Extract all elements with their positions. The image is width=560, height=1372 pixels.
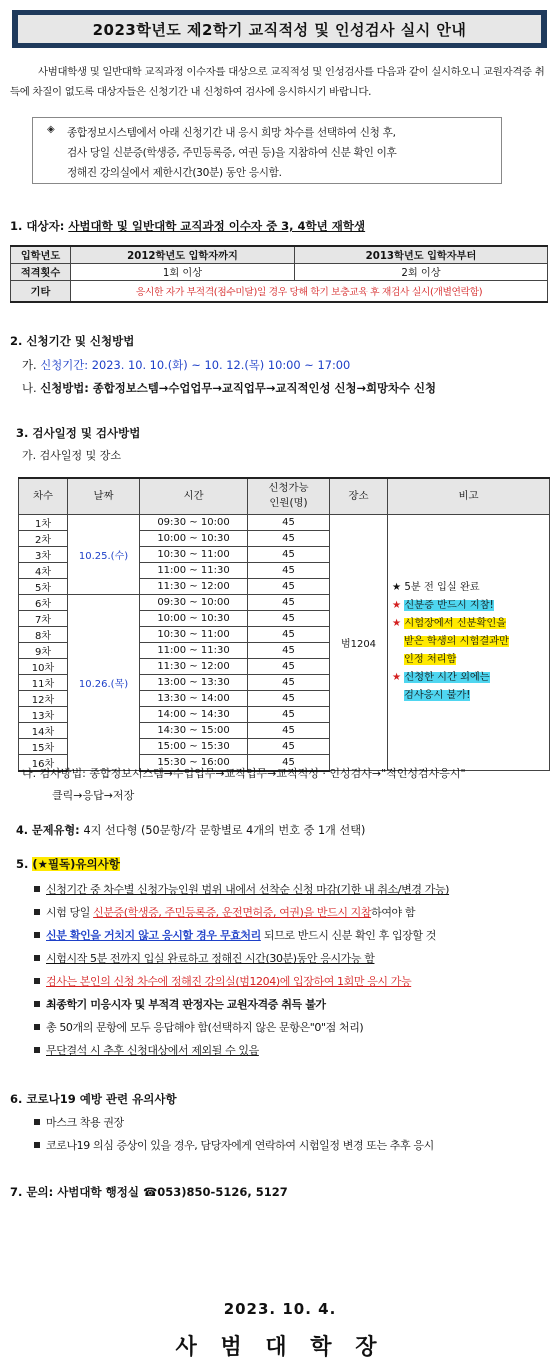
round-cell: 12차 [19, 690, 68, 706]
section-6-heading: 6. 코로나19 예방 관련 유의사항 [10, 1092, 177, 1106]
square-bullet-icon [34, 1119, 40, 1125]
remark-line [392, 651, 549, 669]
square-bullet-icon [34, 909, 40, 915]
notice-line-3: 정해진 강의실에서 제한시간(30분) 동안 응시함. [67, 167, 282, 179]
time-cell: 10:00 ~ 10:30 [140, 610, 248, 626]
round-cell: 14차 [19, 722, 68, 738]
time-cell: 13:30 ~ 14:00 [140, 690, 248, 706]
title-box [18, 15, 541, 43]
apply-method-label: 나. [22, 381, 41, 395]
table-row [11, 246, 548, 263]
capacity-cell: 45 [248, 658, 330, 674]
header-cell: 비고 [388, 478, 550, 514]
time-cell: 11:30 ~ 12:00 [140, 578, 248, 594]
test-method-line-2: 클릭→응답→저장 [52, 789, 135, 802]
remark-line [392, 669, 549, 687]
apply-period-text: 신청기간: 2023. 10. 10.(화) ~ 10. 12.(목) 10:00 ~ 17:00 [40, 358, 351, 372]
list-item [34, 904, 415, 920]
list-item-text: 되므로 반드시 신분 확인 후 입장할 것 [260, 929, 436, 942]
time-cell: 10:30 ~ 11:00 [140, 546, 248, 562]
list-item-text: 시험 당일 [46, 906, 94, 919]
date-cell: 10.26.(목) [68, 594, 140, 771]
remark-line [392, 615, 549, 633]
remark-line [392, 579, 549, 597]
table-row [11, 280, 548, 302]
section-1-title: 사범대학 및 일반대학 교직과정 이수자 중 3, 4학년 재학생 [68, 219, 366, 233]
apply-period-label: 가. [22, 358, 41, 372]
star-icon: ★ [392, 582, 402, 594]
time-cell: 10:30 ~ 11:00 [140, 626, 248, 642]
section-4-text: 4지 선다형 (50문항/각 문항별로 4개의 번호 중 1개 선택) [83, 824, 366, 837]
time-cell: 11:00 ~ 11:30 [140, 642, 248, 658]
time-cell: 13:00 ~ 13:30 [140, 674, 248, 690]
page-title: 2023학년도 제2학기 교직적성 및 인성검사 실시 안내 [92, 20, 467, 39]
list-item-text: 최종학기 미응시자 및 부적격 판정자는 교원자격증 취득 불가 [46, 998, 326, 1011]
round-cell: 11차 [19, 674, 68, 690]
table-cell: 응시한 자가 부적격(점수미달)일 경우 당해 학기 보충교육 후 재검사 실시(개별연락함) [71, 280, 548, 302]
star-icon: ★ [392, 600, 402, 612]
list-item [34, 881, 449, 897]
time-cell: 15:30 ~ 16:00 [140, 754, 248, 771]
list-item-emphasis: 신분증(학생증, 주민등록증, 운전면허증, 여권)을 반드시 지참 [93, 906, 372, 919]
header-cell: 장소 [330, 478, 388, 514]
schedule-table [18, 477, 550, 772]
remark-text: 인정 처리함 [404, 654, 457, 666]
capacity-cell: 45 [248, 690, 330, 706]
capacity-cell: 45 [248, 530, 330, 546]
table-cell: 2013학년도 입학자부터 [295, 246, 548, 263]
capacity-cell: 45 [248, 578, 330, 594]
list-item-text: 총 50개의 문항에 모두 응답해야 함(선택하지 않은 문항은"0"점 처리) [46, 1021, 364, 1034]
section-7-contact: 7. 문의: 사범대학 행정실 ☎053)850-5126, 5127 [10, 1185, 288, 1199]
time-cell: 14:00 ~ 14:30 [140, 706, 248, 722]
round-cell: 15차 [19, 738, 68, 754]
section-5-title: (★필독)유의사항 [32, 857, 120, 871]
table-cell: 적격횟수 [11, 263, 71, 280]
section-5-prefix: 5. [16, 857, 33, 871]
notice-line-2: 검사 당일 신분증(학생증, 주민등록증, 여권 등)을 지참하여 신분 확인 이후 [67, 147, 397, 159]
eligibility-table [10, 245, 548, 303]
section-4-line [16, 822, 365, 838]
table-header-row [19, 478, 550, 514]
capacity-cell: 45 [248, 642, 330, 658]
remark-line [392, 597, 549, 615]
capacity-cell: 45 [248, 594, 330, 610]
capacity-cell: 45 [248, 722, 330, 738]
section-1-prefix: 1. 대상자: [10, 219, 69, 233]
remark-text: 5분 전 입실 완료 [404, 582, 480, 594]
list-item [34, 996, 326, 1012]
remark-text: 신청한 시간 외에는 [404, 672, 490, 684]
remark-text: 검사응시 불가! [404, 690, 471, 702]
list-item-text: 신청기간 중 차수별 신청가능인원 범위 내에서 선착순 신청 마감(기한 내 취소/변경 가능) [46, 883, 450, 896]
round-cell: 4차 [19, 562, 68, 578]
list-item [34, 973, 411, 989]
capacity-cell: 45 [248, 706, 330, 722]
time-cell: 15:00 ~ 15:30 [140, 738, 248, 754]
square-bullet-icon [34, 886, 40, 892]
capacity-cell: 45 [248, 562, 330, 578]
capacity-cell: 45 [248, 626, 330, 642]
table-cell: 2012학년도 입학자까지 [71, 246, 295, 263]
list-item [34, 1042, 259, 1058]
table-cell: 입학년도 [11, 246, 71, 263]
schedule-subheading: 가. 검사일정 및 장소 [22, 449, 121, 462]
time-cell: 11:30 ~ 12:00 [140, 658, 248, 674]
round-cell: 10차 [19, 658, 68, 674]
time-cell: 10:00 ~ 10:30 [140, 530, 248, 546]
section-4-heading: 4. 문제유형: [16, 824, 84, 837]
list-item-text: 무단결석 시 추후 신청대상에서 제외될 수 있음 [46, 1044, 259, 1057]
capacity-cell: 45 [248, 754, 330, 771]
remark-text: 받은 학생의 시험결과만 [404, 636, 509, 648]
header-cell: 신청가능 인원(명) [248, 478, 330, 514]
list-item-emphasis: 검사는 본인의 신청 차수에 정해진 강의실(범1204)에 입장하여 1회만 응시 가능 [46, 975, 412, 988]
round-cell: 1차 [19, 514, 68, 530]
round-cell: 3차 [19, 546, 68, 562]
time-cell: 14:30 ~ 15:00 [140, 722, 248, 738]
notice-line-1: 종합정보시스템에서 아래 신청기간 내 응시 희망 차수를 선택하여 신청 후, [67, 127, 396, 139]
time-cell: 09:30 ~ 10:00 [140, 514, 248, 530]
date-cell: 10.25.(수) [68, 514, 140, 594]
round-cell: 9차 [19, 642, 68, 658]
section-3-heading: 3. 검사일정 및 검사방법 [16, 426, 141, 440]
remark-text: 시험장에서 신분확인을 [404, 618, 507, 630]
table-cell: 1회 이상 [71, 263, 295, 280]
list-item [34, 927, 436, 943]
list-item [34, 1137, 434, 1153]
header-cell: 시간 [140, 478, 248, 514]
capacity-cell: 45 [248, 674, 330, 690]
list-item [34, 1114, 124, 1130]
square-bullet-icon [34, 1024, 40, 1030]
round-cell: 6차 [19, 594, 68, 610]
remark-line [392, 633, 549, 651]
star-icon: ★ [392, 672, 402, 684]
table-cell: 2회 이상 [295, 263, 548, 280]
round-cell: 16차 [19, 754, 68, 771]
capacity-cell: 45 [248, 738, 330, 754]
list-item-emphasis: 신분 확인을 거치지 않고 응시할 경우 무효처리 [46, 929, 261, 942]
list-item-text: 하여야 함 [371, 906, 416, 919]
remark-line [392, 687, 549, 705]
schedule-body [19, 514, 550, 771]
square-bullet-icon [34, 1047, 40, 1053]
signature: 사 범 대 학 장 [175, 1335, 385, 1360]
remarks-cell [388, 514, 550, 771]
notice-box [32, 117, 502, 184]
list-item-text: 시험시작 5분 전까지 입실 완료하고 정해진 시간(30분)동안 응시가능 함 [46, 952, 375, 965]
round-cell: 2차 [19, 530, 68, 546]
apply-method-line [22, 380, 436, 396]
table-row [19, 514, 550, 530]
header-cell: 날짜 [68, 478, 140, 514]
test-method-line-1: 나. 검사방법: 종합정보시스템→수업업무→교직업무→교직적성 · 인성검사→"적인성검사응시" [22, 767, 466, 780]
list-item-text: 코로나19 의심 증상이 있을 경우, 담당자에게 연락하여 시험일정 변경 또는 추후 응시 [46, 1139, 434, 1152]
round-cell: 5차 [19, 578, 68, 594]
list-item-text: 마스크 착용 권장 [46, 1116, 124, 1129]
section-2-heading: 2. 신청기간 및 신청방법 [10, 334, 135, 348]
diamond-bullet-icon: ◈ [47, 124, 55, 135]
star-icon: ★ [392, 618, 402, 630]
square-bullet-icon [34, 978, 40, 984]
place-cell: 범1204 [330, 514, 388, 771]
title-banner [12, 10, 547, 48]
capacity-cell: 45 [248, 514, 330, 530]
list-item [34, 950, 374, 966]
section-1-heading [10, 218, 365, 234]
section-5-heading [16, 856, 120, 872]
capacity-cell: 45 [248, 610, 330, 626]
time-cell: 11:00 ~ 11:30 [140, 562, 248, 578]
intro-paragraph: 사범대학생 및 일반대학 교직과정 이수자를 대상으로 교직적성 및 인성검사를 다음과 같이 실시하오니 교원자격증 취득에 차질이 없도록 대상자들은 신청기간 내 신청하여 검사에 응시하시기 바랍니다. [10, 66, 545, 98]
square-bullet-icon [34, 955, 40, 961]
list-item [34, 1019, 363, 1035]
apply-method-text: 신청방법: 종합정보스템→수업업무→교직업무→교직적인성 신청→희망차수 신청 [40, 381, 436, 395]
capacity-cell: 45 [248, 546, 330, 562]
apply-period-line [22, 357, 350, 373]
remark-text: 신분증 반드시 지참! [404, 600, 494, 612]
square-bullet-icon [34, 1142, 40, 1148]
round-cell: 7차 [19, 610, 68, 626]
square-bullet-icon [34, 1001, 40, 1007]
round-cell: 8차 [19, 626, 68, 642]
time-cell: 09:30 ~ 10:00 [140, 594, 248, 610]
header-cell: 차수 [19, 478, 68, 514]
round-cell: 13차 [19, 706, 68, 722]
table-cell: 기타 [11, 280, 71, 302]
table-row [11, 263, 548, 280]
square-bullet-icon [34, 932, 40, 938]
issue-date: 2023. 10. 4. [223, 1300, 337, 1318]
